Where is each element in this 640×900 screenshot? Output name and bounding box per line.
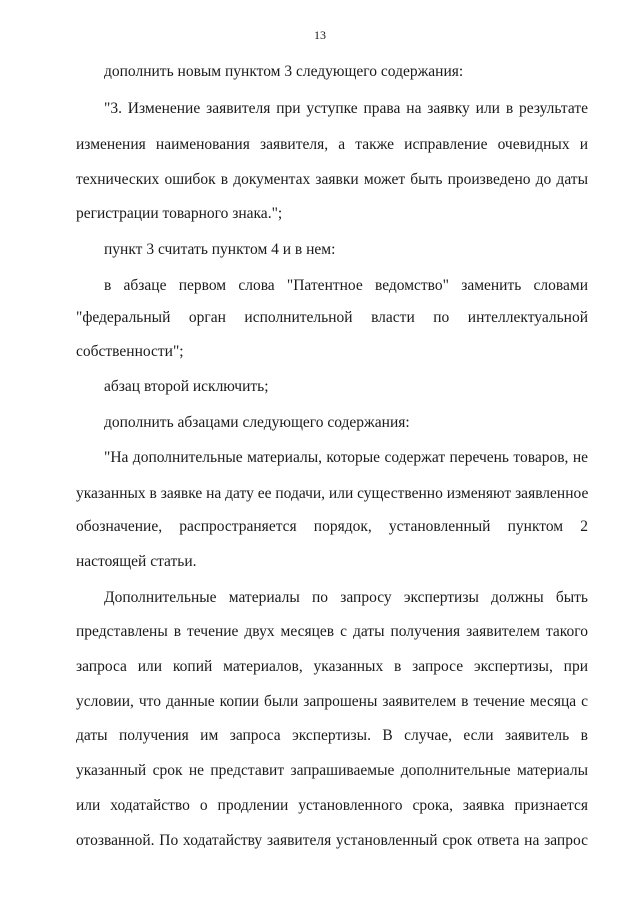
text-line: дополнить новым пунктом 3 следующего содержания: — [104, 63, 464, 80]
page-number: 13 — [314, 28, 326, 42]
text-line: дополнить абзацами следующего содержания: — [104, 414, 410, 431]
text-line: запроса или копий материалов, указанных в запросе экспертизы, при — [76, 658, 588, 675]
text-line: обозначение, распространяется порядок, установленный пунктом 2 — [76, 518, 588, 535]
text-line: отозванной. По ходатайству заявителя установленный срок ответа на запрос — [76, 832, 588, 849]
text-line: собственности"; — [76, 343, 184, 360]
text-line: абзац второй исключить; — [104, 378, 269, 395]
text-line: Дополнительные материалы по запросу экспертизы должны быть — [104, 589, 588, 606]
text-line: условии, что данные копии были запрошены заявителем в течение месяца с — [76, 693, 588, 710]
text-line: или ходатайство о продлении установленного срока, заявка признается — [76, 797, 588, 814]
text-line: указанный срок не представит запрашиваемые дополнительные материалы — [76, 762, 588, 779]
text-line: изменения наименования заявителя, а также исправление очевидных и — [76, 136, 588, 153]
text-line: "На дополнительные материалы, которые содержат перечень товаров, не — [104, 449, 588, 466]
text-line: представлены в течение двух месяцев с даты получения заявителем такого — [76, 623, 588, 640]
text-line: пункт 3 считать пунктом 4 и в нем: — [104, 241, 336, 258]
text-line: настоящей статьи. — [76, 553, 197, 570]
text-line: регистрации товарного знака."; — [76, 205, 283, 222]
text-line: указанных в заявке на дату ее подачи, или существенно изменяют заявленное — [76, 485, 589, 502]
text-line: "3. Изменение заявителя при уступке права на заявку или в результате — [104, 100, 588, 117]
text-line: "федеральный орган исполнительной власти по интеллектуальной — [76, 309, 588, 326]
text-line: даты получения им запроса экспертизы. В случае, если заявитель в — [76, 727, 588, 744]
text-line: технических ошибок в документах заявки может быть произведено до даты — [76, 171, 588, 188]
text-line: в абзаце первом слова "Патентное ведомство" заменить словами — [104, 277, 588, 294]
